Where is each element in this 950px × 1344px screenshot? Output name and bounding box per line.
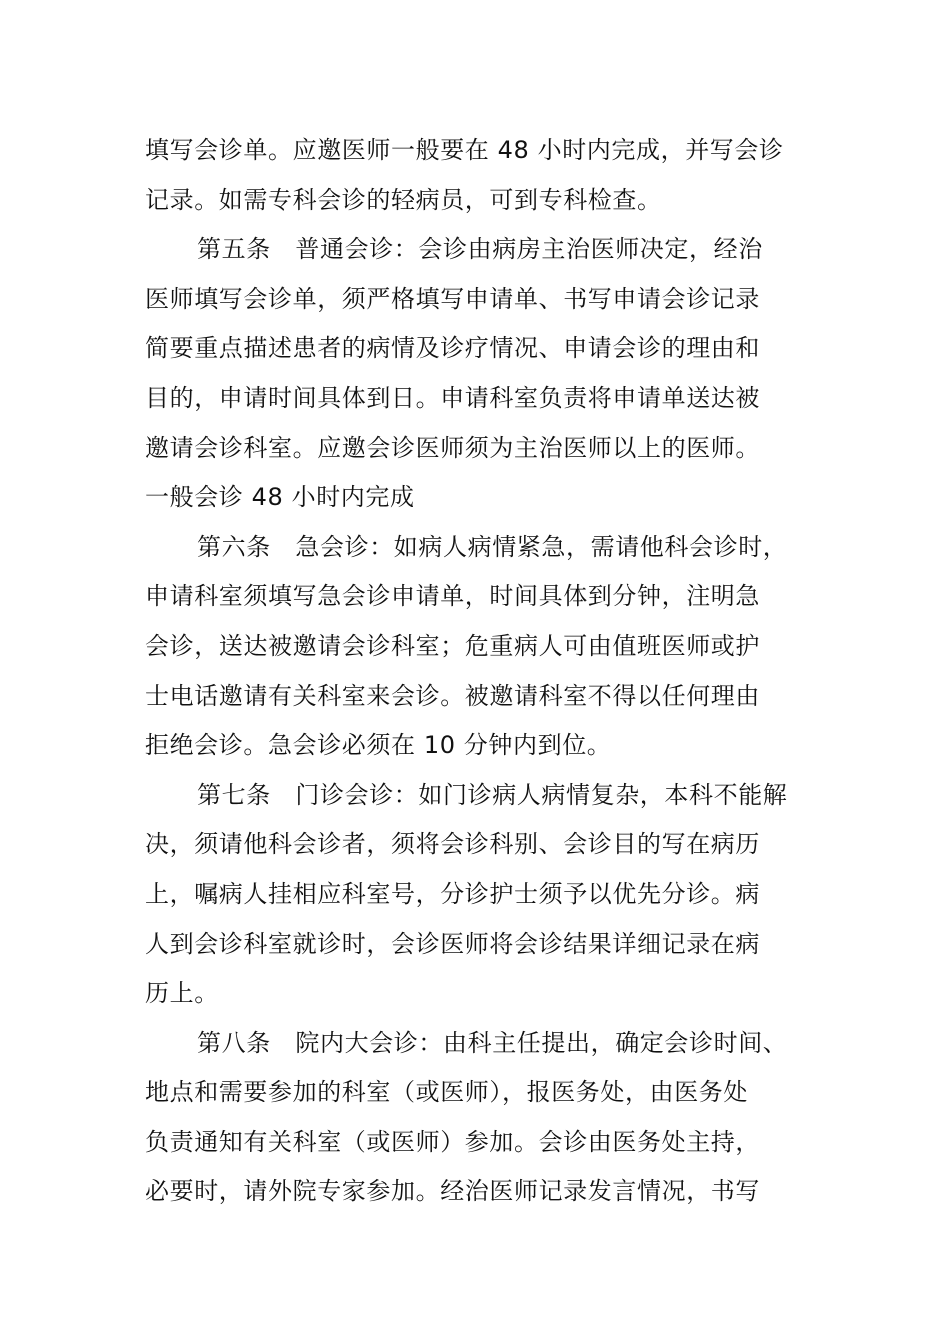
text-line: 决，须请他科会诊者，须将会诊科别、会诊目的写在病历	[145, 830, 760, 859]
text-line: 申请科室须填写急会诊申请单，时间具体到分钟，注明急	[145, 582, 760, 611]
article-6-heading-line: 第六条 急会诊：如病人病情紧急，需请他科会诊时，	[197, 532, 788, 561]
text-line: 简要重点描述患者的病情及诊疗情况、申请会诊的理由和	[145, 334, 760, 363]
text-line: 人到会诊科室就诊时，会诊医师将会诊结果详细记录在病	[145, 929, 760, 958]
article-8-heading-line: 第八条 院内大会诊：由科主任提出，确定会诊时间、	[197, 1028, 788, 1057]
text-line: 历上。	[145, 979, 219, 1008]
document-body	[145, 126, 845, 1217]
text-line: 会诊，送达被邀请会诊科室；危重病人可由值班医师或护	[145, 631, 760, 660]
article-7-heading-line: 第七条 门诊会诊：如门诊病人病情复杂，本科不能解	[197, 780, 788, 809]
text-line: 地点和需要参加的科室（或医师），报医务处，由医务处	[145, 1078, 748, 1107]
text-line: 一般会诊 48 小时内完成	[145, 483, 415, 512]
text-line: 目的，申请时间具体到日。申请科室负责将申请单送达被	[145, 383, 760, 412]
article-5-heading-line: 第五条 普通会诊：会诊由病房主治医师决定，经治	[197, 235, 763, 264]
text-line: 邀请会诊科室。应邀会诊医师须为主治医师以上的医师。	[145, 433, 760, 462]
text-line: 填写会诊单。应邀医师一般要在 48 小时内完成，并写会诊	[145, 136, 784, 164]
text-line: 士电话邀请有关科室来会诊。被邀请科室不得以任何理由	[145, 681, 760, 710]
text-line: 负责通知有关科室（或医师）参加。会诊由医务处主持，	[145, 1127, 760, 1156]
text-line: 上，嘱病人挂相应科室号，分诊护士须予以优先分诊。病	[145, 879, 760, 908]
text-line: 记录。如需专科会诊的轻病员，可到专科检查。	[145, 185, 662, 214]
text-line: 必要时，请外院专家参加。经治医师记录发言情况，书写	[145, 1177, 760, 1206]
text-line: 拒绝会诊。急会诊必须在 10 分钟内到位。	[145, 731, 612, 760]
text-line: 医师填写会诊单，须严格填写申请单、书写申请会诊记录	[145, 284, 760, 313]
